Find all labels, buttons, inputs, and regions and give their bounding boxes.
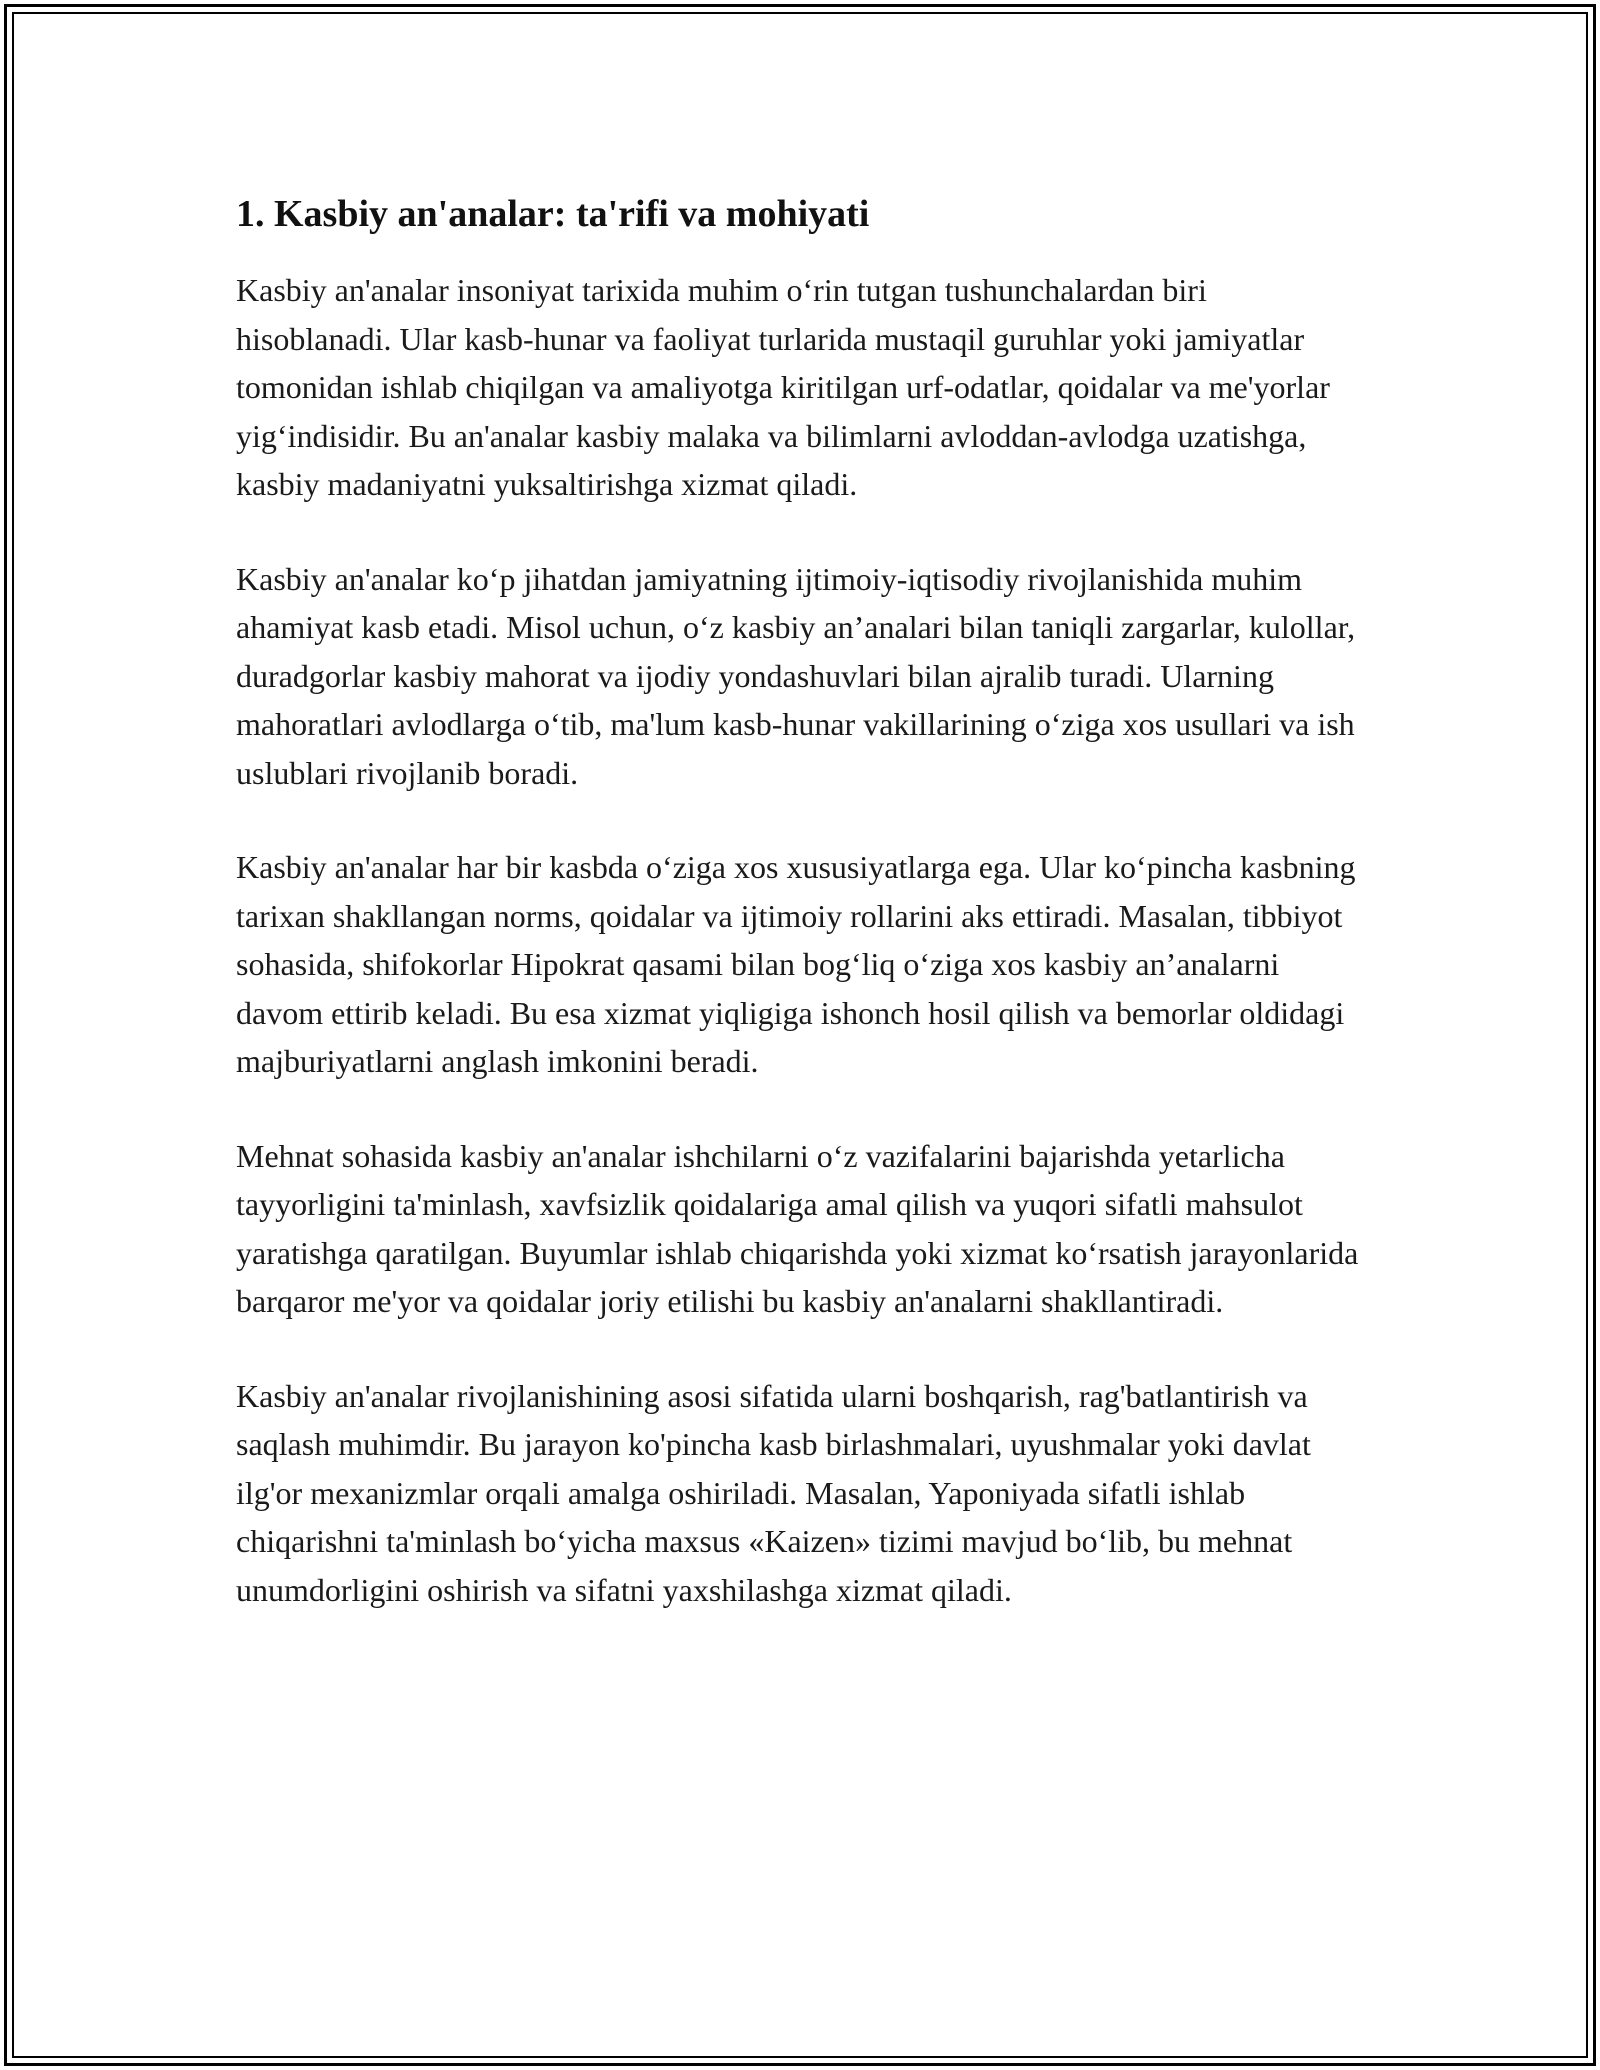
document-body bbox=[236, 184, 1366, 1660]
paragraph-3: Kasbiy an'analar har bir kasbda o‘ziga xos xususiyatlarga ega. Ular ko‘pincha kasbning tarixan shakllangan norms, qoidalar va ijtimoiy rollarini aks ettiradi. Masalan, tibbiyot sohasida, shifokorlar Hipokrat qasami bilan bog‘liq o‘ziga xos kasbiy an’analarni davom ettirib keladi. Bu esa xizmat yiqligiga ishonch hosil qilish va bemorlar oldidagi majburiyatlarni anglash imkonini beradi. bbox=[236, 849, 1356, 1079]
paragraph-2: Kasbiy an'analar ko‘p jihatdan jamiyatning ijtimoiy-iqtisodiy rivojlanishida muhim ahamiyat kasb etadi. Misol uchun, o‘z kasbiy an’analari bilan taniqli zargarlar, kulollar, duradgorlar kasbiy mahorat va ijodiy yondashuvlari bilan ajralib turadi. Ularning mahoratlari avlodlarga o‘tib, ma'lum kasb-hunar vakillarining o‘ziga xos usullari va ish uslublari rivojlanib boradi. bbox=[236, 560, 1356, 791]
paragraph-4: Mehnat sohasida kasbiy an'analar ishchilarni o‘z vazifalarini bajarishda yetarlicha tayyorligini ta'minlash, xavfsizlik qoidalariga amal qilish va yuqori sifatli mahsulot yaratishga qaratilgan. Buyumlar ishlab chiqarishda yoki xizmat ko‘rsatish jarayonlarida barqaror me'yor va qoidalar joriy etilishi bu kasbiy an'analarni shakllantiradi. bbox=[236, 1137, 1359, 1319]
paragraph-1: Kasbiy an'analar insoniyat tarixida muhim o‘rin tutgan tushunchalardan biri hisoblanadi. Ular kasb-hunar va faoliyat turlarida mustaqil guruhlar yoki jamiyatlar tomonidan ishlab chiqilgan va amaliyotga kiritilgan urf-odatlar, qoidalar va me'yorlar yig‘indisidir. Bu an'analar kasbiy malaka va bilimlarni avloddan-avlodga uzatishga, kasbiy madaniyatni yuksaltirishga xizmat qiladi. bbox=[236, 272, 1330, 502]
paragraph-5: Kasbiy an'analar rivojlanishining asosi sifatida ularni boshqarish, rag'batlantirish va saqlash muhimdir. Bu jarayon ko'pincha kasb birlashmalari, uyushmalar yoki davlat ilg'or mexanizmlar orqali amalga oshiriladi. Masalan, Yaponiyada sifatli ishlab chiqarishni ta'minlash bo‘yicha maxsus «Kaizen» tizimi mavjud bo‘lib, bu mehnat unumdorligini oshirish va sifatni yaxshilashga xizmat qiladi. bbox=[236, 1377, 1311, 1608]
section-heading: 1. Kasbiy an'analar: ta'rifi va mohiyati bbox=[236, 193, 870, 235]
